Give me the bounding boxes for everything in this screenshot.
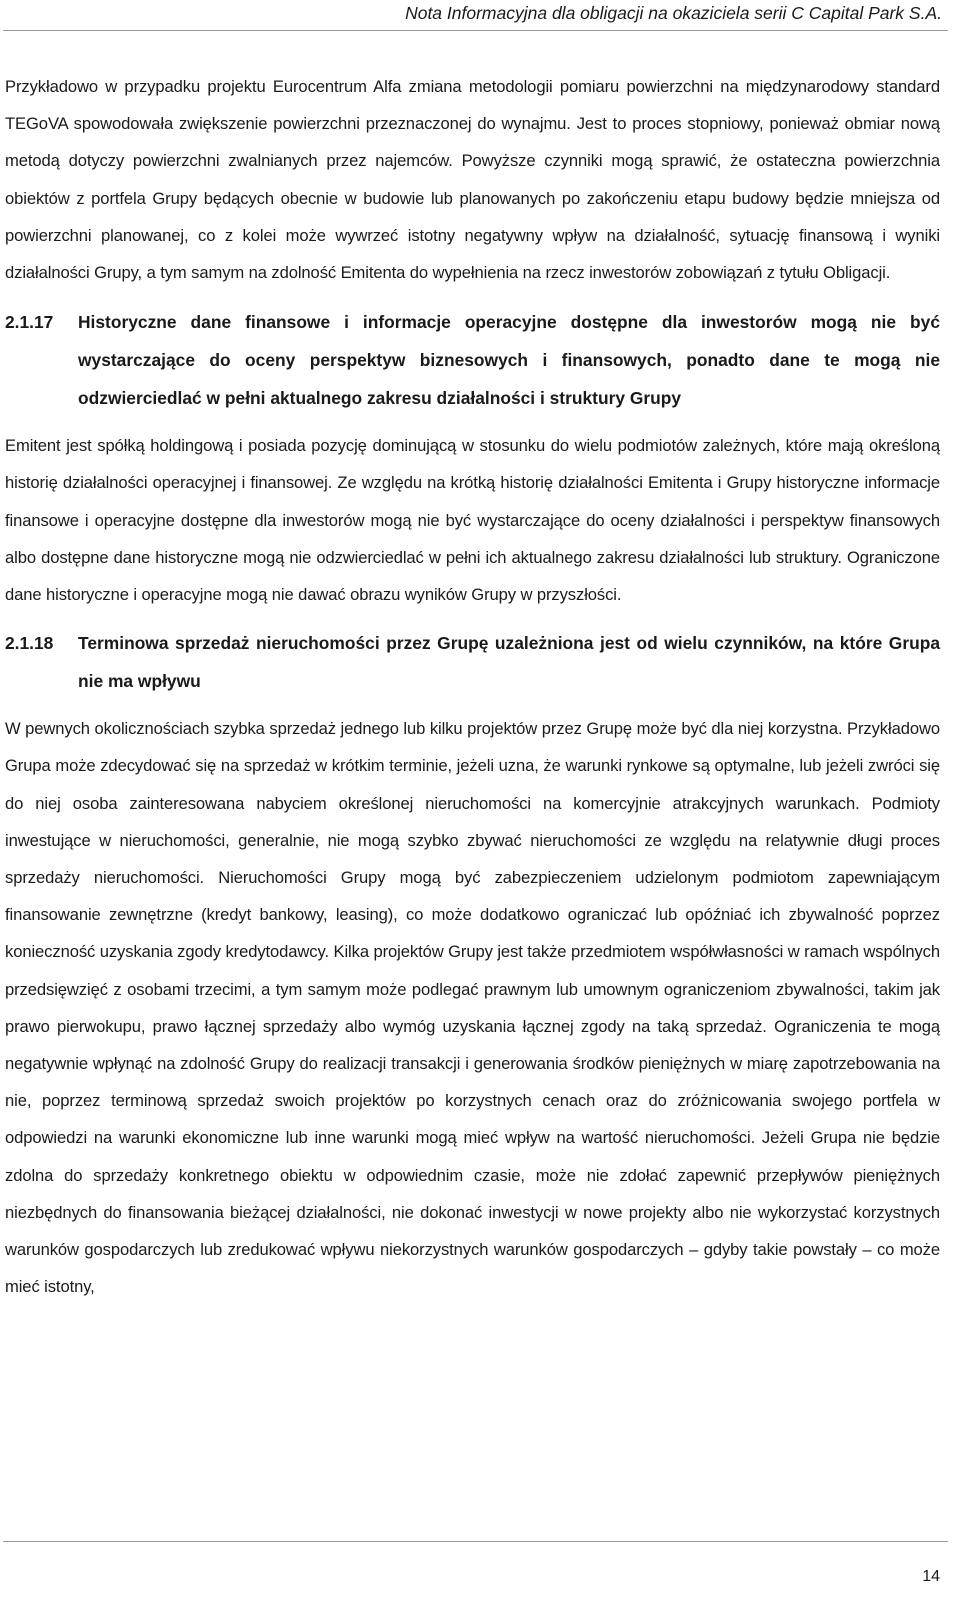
footer-divider: [3, 1541, 948, 1542]
section-number: 2.1.18: [5, 633, 54, 654]
running-header: Nota Informacyjna dla obligacji na okaziciela serii C Capital Park S.A.: [405, 3, 942, 23]
section-number: 2.1.17: [5, 312, 54, 333]
paragraph: Emitent jest spółką holdingową i posiada pozycję dominującą w stosunku do wielu podmiotów zależnych, które mają określoną historię działalności operacyjnej i finansowej. Ze względu na krótką historię działalności Emitenta i Grupy historyczne informacje finansowe i operacyjne dostępne dla inwestorów mogą nie być wystarczające do oceny działalności i perspektyw finansowych albo dostępne dane historyczne mogą nie odzwierciedlać w pełni ich aktualnego zakresu działalności lub struktury. Ograniczone dane historyczne i operacyjne mogą nie dawać obrazu wyników Grupy w przyszłości.: [5, 436, 940, 605]
section-title: Terminowa sprzedaż nieruchomości przez Grupę uzależniona jest od wielu czynników, na które Grupa nie ma wpływu: [78, 633, 940, 692]
page-number: 14: [922, 1568, 940, 1585]
document-body: [5, 68, 940, 1305]
section-heading: [5, 303, 940, 417]
paragraph: W pewnych okolicznościach szybka sprzedaż jednego lub kilku projektów przez Grupę może być dla niej korzystna. Przykładowo Grupa może zdecydować się na sprzedaż w krótkim terminie, jeżeli uzna, że warunki rynkowe są optymalne, lub jeżeli zwróci się do niej osoba zainteresowana nabyciem określonej nieruchomości na komercyjnie atrakcyjnych warunkach. Podmioty inwestujące w nieruchomości, generalnie, nie mogą szybko zbywać nieruchomości ze względu na relatywnie długi proces sprzedaży nieruchomości. Nieruchomości Grupy mogą być zabezpieczeniem udzielonym podmiotom zapewniającym finansowanie zewnętrzne (kredyt bankowy, leasing), co może dodatkowo ograniczać lub opóźniać ich zbywalność poprzez konieczność uzyskania zgody kredytodawcy. Kilka projektów Grupy jest także przedmiotem współwłasności w ramach wspólnych przedsięwzięć z osobami trzecimi, a tym samym może podlegać prawnym lub umownym ograniczeniom zbywalności, takim jak prawo pierwokupu, prawo łącznej sprzedaży albo wymóg uzyskania łącznej zgody na taką sprzedaż. Ograniczenia te mogą negatywnie wpłynąć na zdolność Grupy do realizacji transakcji i generowania środków pieniężnych w miarę zapotrzebowania na nie, poprzez terminową sprzedaż swoich projektów po korzystnych cenach oraz do zróżnicowania swojego portfela w odpowiedzi na warunki ekonomiczne lub inne warunki mogą mieć wpływ na wartość nieruchomości. Jeżeli Grupa nie będzie zdolna do sprzedaży konkretnego obiektu w odpowiednim czasie, może nie zdołać zapewnić przepływów pieniężnych niezbędnych do finansowania bieżącej działalności, nie dokonać inwestycji w nowe projekty albo nie wykorzystać korzystnych warunków gospodarczych lub zredukować wpływu niekorzystnych warunków gospodarczych – gdyby takie powstały – co może mieć istotny,: [5, 719, 940, 1297]
section-title: Historyczne dane finansowe i informacje operacyjne dostępne dla inwestorów mogą nie być wystarczające do oceny perspektyw biznesowych i finansowych, ponadto dane te mogą nie odzwierciedlać w pełni aktualnego zakresu działalności i struktury Grupy: [78, 312, 940, 409]
paragraph: Przykładowo w przypadku projektu Eurocentrum Alfa zmiana metodologii pomiaru powierzchni na międzynarodowy standard TEGoVA spowodowała zwiększenie powierzchni przeznaczonej do wynajmu. Jest to proces stopniowy, ponieważ obmiar nową metodą dotyczy powierzchni zwalnianych przez najemców. Powyższe czynniki mogą sprawić, że ostateczna powierzchnia obiektów z portfela Grupy będących obecnie w budowie lub planowanych po zakończeniu etapu budowy będzie mniejsza od powierzchni planowanej, co z kolei może wywrzeć istotny negatywny wpływ na działalność, sytuację finansową i wyniki działalności Grupy, a tym samym na zdolność Emitenta do wypełnienia na rzecz inwestorów zobowiązań z tytułu Obligacji.: [5, 77, 940, 283]
header-divider: [3, 30, 948, 31]
section-heading: [5, 624, 940, 700]
